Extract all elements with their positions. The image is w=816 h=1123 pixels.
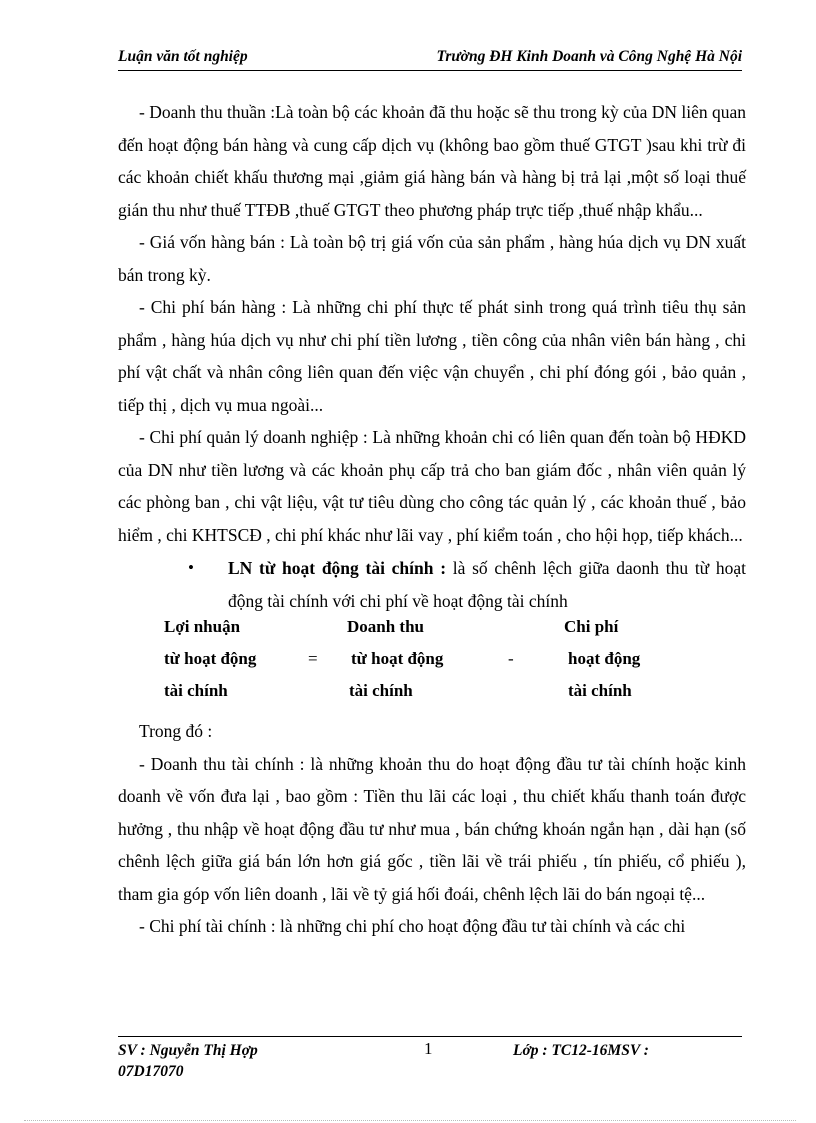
formula-minus-sign: - (508, 649, 514, 668)
formula-cost-line-2: hoạt động (568, 649, 641, 668)
paragraph-financial-expenses: - Chi phí tài chính : là những chi phí cho hoạt động đầu tư tài chính và các chi (139, 916, 686, 936)
where-label: Trong đó : (139, 721, 213, 741)
bullet-financial-profit (188, 552, 747, 617)
paragraph-financial-revenue: - Doanh thu tài chính : là những khoản thu do hoạt động đầu tư tài chính hoặc kinh doanh về vốn đưa lại , bao gồm : Tiền thu lãi các loại , thu chiết khấu thanh toán được hưởng , thu nhập về hoạt động đầu tư như mua , bán chứng khoán ngắn hạn , dài hạn (số chênh lệch giữa giá bán lớn hơn giá gốc , tiền lãi về trái phiếu , tín phiếu, cổ phiếu ), tham gia góp vốn liên doanh , lãi về tỷ giá hối đoái, chênh lệch lãi do bán ngoại tệ... (118, 753, 746, 904)
paragraph-selling-expenses: - Chi phí bán hàng : Là những chi phí thực tế phát sinh trong quá trình tiêu thụ sản phẩm , hàng húa dịch vụ như chi phí tiền lương , tiền công của nhân viên bán hàng , chi phí vật chất và nhân công liên quan đến việc vận chuyển , chi phí đóng gói , bảo quản , tiếp thị , dịch vụ mua ngoài... (118, 297, 746, 415)
page-bottom-dotted-line (24, 1120, 796, 1121)
page-body (118, 96, 746, 943)
bullet-icon: • (188, 558, 194, 577)
formula-revenue-line-2: từ hoạt động (351, 649, 444, 668)
header-university-name: Trường ĐH Kinh Doanh và Công Nghệ Hà Nội (436, 48, 742, 65)
formula-profit-line-3: tài chính (164, 681, 228, 700)
paragraph-net-revenue: - Doanh thu thuần :Là toàn bộ các khoản đã thu hoặc sẽ thu trong kỳ của DN liên quan đến hoạt động bán hàng và cung cấp dịch vụ (không bao gồm thuế GTGT )sau khi trừ đi các khoản chiết khấu thương mại ,giảm giá hàng bán và hàng bị trả lại ,một số loại thuế gián thu như thuế TTĐB ,thuế GTGT theo phương pháp trực tiếp ,thuế nhập khẩu... (118, 102, 746, 220)
formula-cost-line-3: tài chính (568, 681, 632, 700)
footer-class-info: Lớp : TC12-16MSV : (513, 1042, 649, 1059)
header-thesis-title: Luận văn tốt nghiệp (118, 48, 248, 65)
page-header (118, 48, 742, 71)
formula-cost-line-1: Chi phí (564, 617, 619, 636)
formula-equals-sign: = (308, 649, 318, 668)
footer-student-info: SV : Nguyễn Thị Hợp 07D17070 (118, 1042, 258, 1080)
formula-profit-line-1: Lợi nhuận (164, 617, 241, 636)
formula-revenue-line-1: Doanh thu (347, 617, 425, 636)
bullet-heading: LN từ hoạt động tài chính : (228, 558, 447, 578)
profit-formula (118, 617, 746, 715)
formula-revenue-line-3: tài chính (349, 681, 413, 700)
paragraph-cost-of-goods: - Giá vốn hàng bán : Là toàn bộ trị giá vốn của sản phẩm , hàng húa dịch vụ DN xuất bán trong kỳ. (118, 232, 746, 285)
paragraph-admin-expenses: - Chi phí quản lý doanh nghiệp : Là những khoản chi có liên quan đến toàn bộ HĐKD của DN như tiền lương và các khoản phụ cấp trả cho ban giám đốc , nhân viên quản lý các phòng ban , chi vật liệu, vật tư tiêu dùng cho công tác quản lý , các khoản thuế , bảo hiểm , chi KHTSCĐ , chi phí khác như lãi vay , phí kiểm toán , cho hội họp, tiếp khách... (118, 427, 746, 545)
footer-divider (118, 1036, 742, 1037)
page-number: 1 (424, 1039, 433, 1058)
bullet-text: là số chênh lệch giữa daonh thu từ hoạt động tài chính với chi phí về hoạt động tài chính (228, 558, 747, 611)
formula-profit-line-2: từ hoạt động (164, 649, 257, 668)
